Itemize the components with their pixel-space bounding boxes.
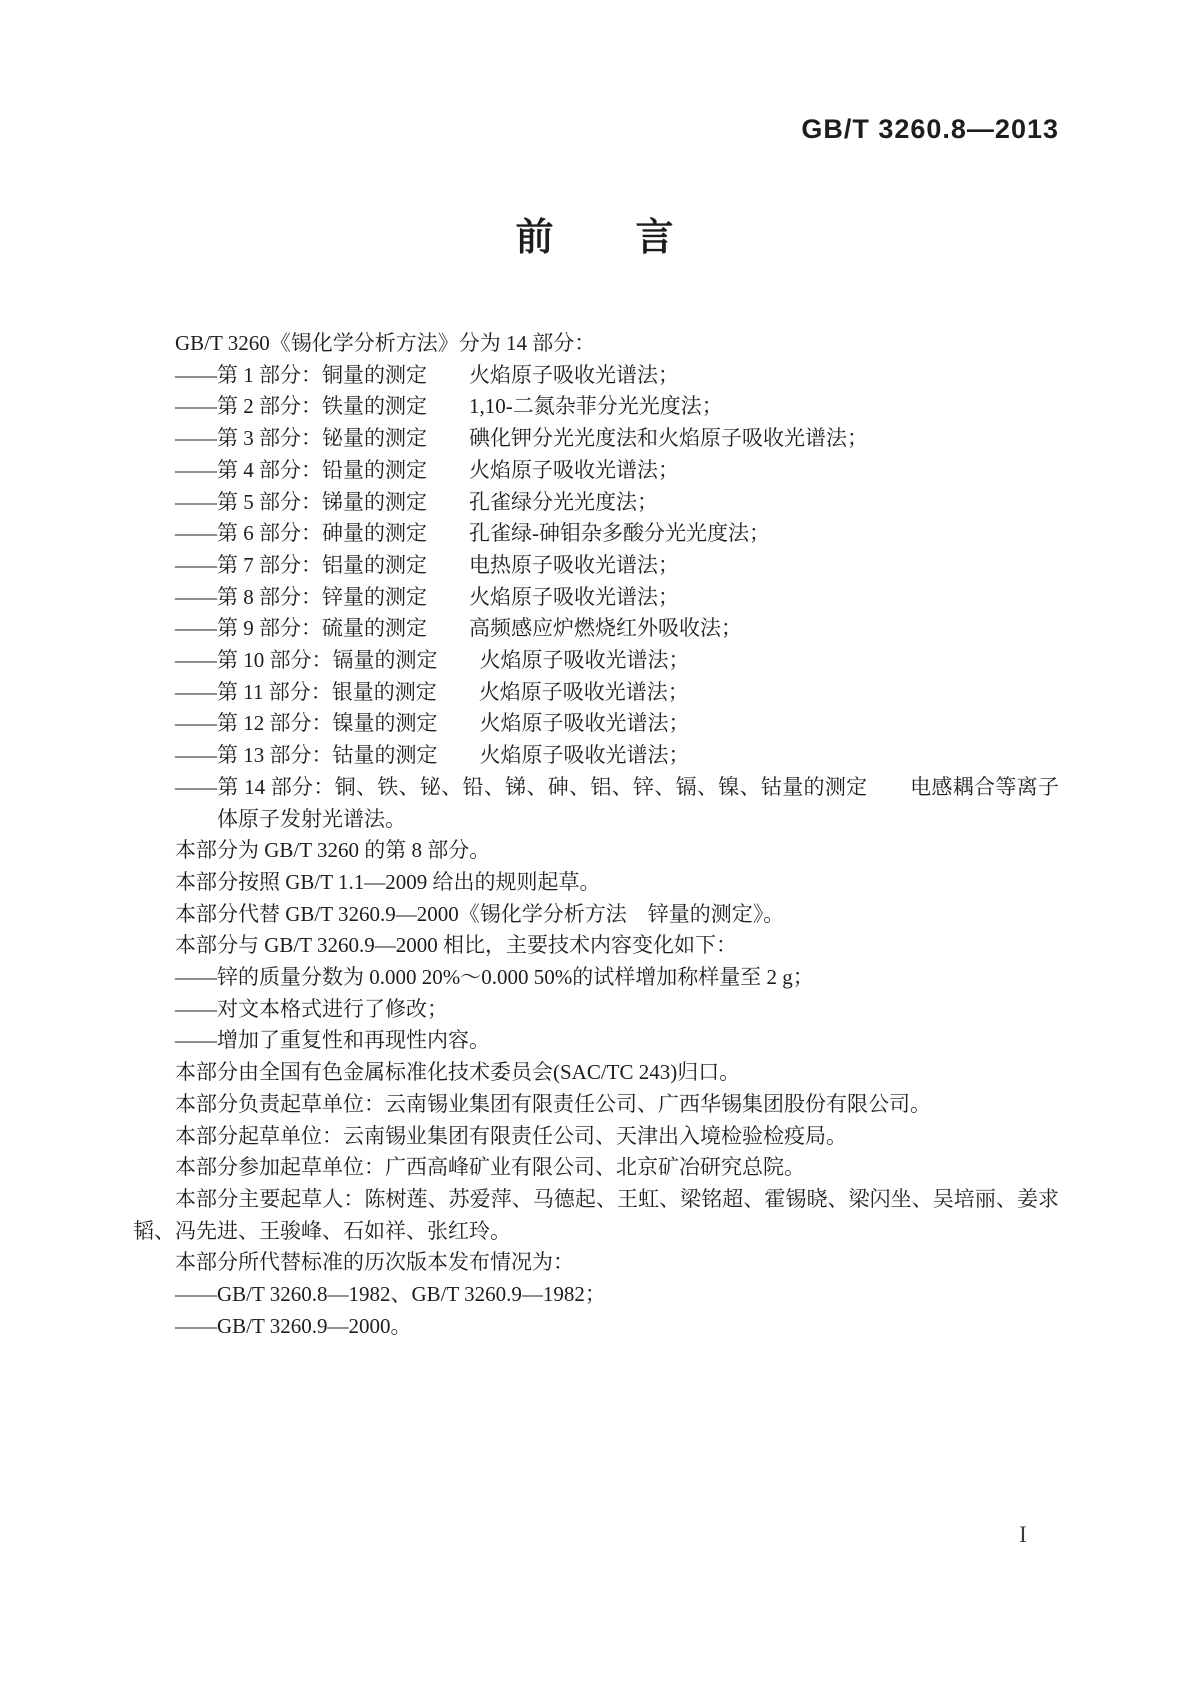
paragraph: GB/T 3260《锡化学分析方法》分为 14 部分： <box>175 331 596 355</box>
paragraph: 本部分主要起草人：陈树莲、苏爱萍、马德起、王虹、梁铭超、霍锡晓、梁闪坐、吴培丽、姜求韬、冯先进、王骏峰、石如祥、张红玲。 <box>133 1186 1059 1243</box>
list-item: ——第 12 部分：镍量的测定 火焰原子吸收光谱法； <box>175 711 690 736</box>
list-item: ——第 13 部分：钴量的测定 火焰原子吸收光谱法； <box>175 743 690 768</box>
list-item: ——第 2 部分：铁量的测定 1,10-二氮杂菲分光光度法； <box>175 394 723 419</box>
paragraph: 本部分与 GB/T 3260.9—2000 相比，主要技术内容变化如下： <box>175 933 737 958</box>
paragraph: 本部分负责起草单位：云南锡业集团有限责任公司、广西华锡集团股份有限公司。 <box>175 1091 931 1116</box>
list-item: ——第 8 部分：锌量的测定 火焰原子吸收光谱法； <box>175 584 679 609</box>
list-item: ——GB/T 3260.9—2000。 <box>175 1313 412 1338</box>
list-item: ——第 9 部分：硫量的测定 高频感应炉燃烧红外吸收法； <box>175 616 742 641</box>
list-item: ——增加了重复性和再现性内容。 <box>175 1028 490 1053</box>
list-item: ——第 7 部分：铝量的测定 电热原子吸收光谱法； <box>175 552 679 577</box>
paragraph: 本部分参加起草单位：广西高峰矿业有限公司、北京矿冶研究总院。 <box>175 1155 805 1180</box>
list-item: ——锌的质量分数为 0.000 20%～0.000 50%的试样增加称样量至 2 g； <box>175 965 814 990</box>
paragraph: 本部分按照 GB/T 1.1—2009 给出的规则起草。 <box>175 869 601 894</box>
standard-code: GB/T 3260.8—2013 <box>801 114 1059 144</box>
list-item: ——第 14 部分：铜、铁、铋、铅、锑、砷、铝、锌、镉、镍、钴量的测定 电感耦合等离子体原子发射光谱法。 <box>175 774 1059 831</box>
paragraph: 本部分所代替标准的历次版本发布情况为： <box>175 1250 574 1275</box>
list-item: ——第 11 部分：银量的测定 火焰原子吸收光谱法； <box>175 679 689 704</box>
list-item: ——GB/T 3260.8—1982、GB/T 3260.9—1982； <box>175 1282 606 1307</box>
list-item: ——第 4 部分：铅量的测定 火焰原子吸收光谱法； <box>175 457 679 482</box>
page-number: I <box>1019 1522 1027 1547</box>
page-title: 前 言 <box>515 217 676 259</box>
paragraph: 本部分为 GB/T 3260 的第 8 部分。 <box>175 838 491 863</box>
list-item: ——对文本格式进行了修改； <box>175 996 448 1021</box>
list-item: ——第 5 部分：锑量的测定 孔雀绿分光光度法； <box>175 489 658 514</box>
list-item: ——第 10 部分：镉量的测定 火焰原子吸收光谱法； <box>175 648 690 673</box>
list-item: ——第 6 部分：砷量的测定 孔雀绿-砷钼杂多酸分光光度法； <box>175 521 770 546</box>
foreword-body <box>133 328 1059 1343</box>
paragraph: 本部分由全国有色金属标准化技术委员会(SAC/TC 243)归口。 <box>175 1060 741 1085</box>
list-item: ——第 3 部分：铋量的测定 碘化钾分光光度法和火焰原子吸收光谱法； <box>175 426 868 451</box>
paragraph: 本部分起草单位：云南锡业集团有限责任公司、天津出入境检验检疫局。 <box>175 1123 847 1148</box>
list-item: ——第 1 部分：铜量的测定 火焰原子吸收光谱法； <box>175 362 679 387</box>
paragraph: 本部分代替 GB/T 3260.9—2000《锡化学分析方法 锌量的测定》。 <box>175 901 785 926</box>
